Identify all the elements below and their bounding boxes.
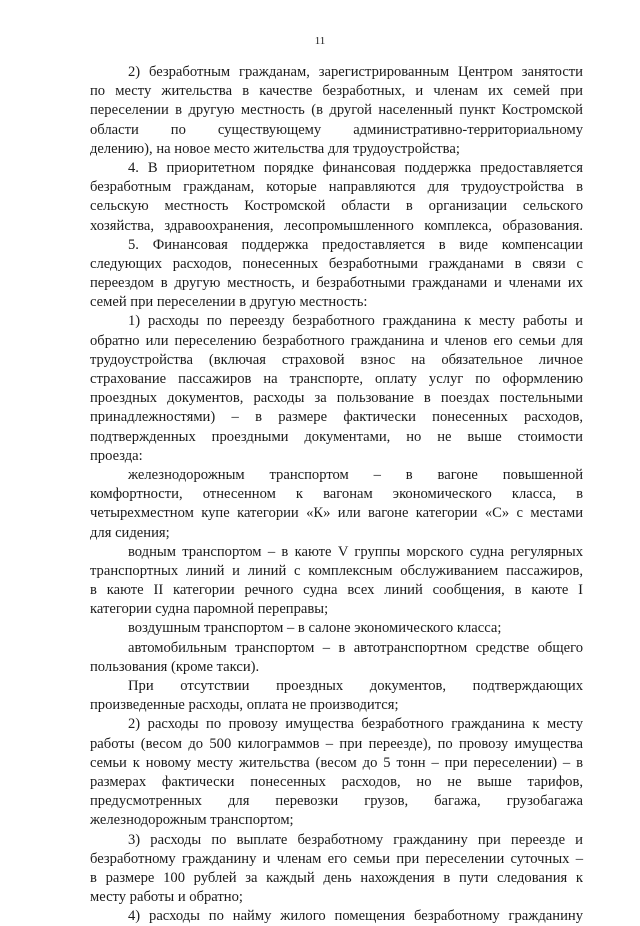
text-line: комфортности, отнесенном к вагонам экономического класса, в bbox=[90, 486, 583, 503]
text-line: пользования (кроме такси). bbox=[90, 658, 260, 675]
text-line: 4. В приоритетном порядке финансовая поддержка предоставляется bbox=[128, 159, 583, 176]
text-line: безработным гражданам, которые направляются для трудоустройства в bbox=[90, 179, 583, 196]
text-line: принадлежностями) – в размере фактически понесенных расходов, bbox=[90, 409, 583, 426]
text-line: произведенные расходы, оплата не производится; bbox=[90, 697, 399, 714]
text-line: При отсутствии проездных документов, подтверждающих bbox=[128, 678, 583, 694]
text-line: обратно или переселению безработного гражданина и членов его семьи для bbox=[90, 332, 583, 349]
text-line: для сидения; bbox=[90, 524, 170, 541]
text-line: по месту жительства в качестве безработных, и членам их семей при bbox=[90, 83, 583, 100]
text-line: в размере 100 рублей за каждый день нахождения в пути следования к bbox=[90, 869, 583, 886]
text-line: делению), на новое место жительства для трудоустройства; bbox=[90, 140, 460, 157]
text-line: 4) расходы по найму жилого помещения безработному гражданину bbox=[128, 908, 583, 925]
text-line: проезда: bbox=[90, 447, 143, 464]
text-line: предусмотренных для перевозки грузов, багажа, грузобагажа bbox=[90, 793, 583, 810]
text-line: 2) безработным гражданам, зарегистрированным Центром занятости bbox=[128, 64, 583, 80]
text-line: области по существующему административно-территориальному bbox=[90, 121, 583, 138]
text-line: семей при переселении в другую местность: bbox=[90, 294, 368, 311]
text-line: переездом в другую местность, и безработными гражданами и членами их bbox=[90, 275, 583, 292]
text-line: четырехместном купе категории «К» или вагоне категории «С» с местами bbox=[90, 505, 583, 522]
text-line: в каюте II категории речного судна всех линий сообщения, в каюте I bbox=[90, 582, 583, 599]
text-line: железнодорожным транспортом – в вагоне повышенной bbox=[128, 466, 583, 483]
text-line: водным транспортом – в каюте V группы морского судна регулярных bbox=[128, 543, 583, 560]
text-line: 2) расходы по провозу имущества безработного гражданина к месту bbox=[128, 716, 583, 733]
text-line: подтвержденных проездными документами, но не выше стоимости bbox=[90, 428, 583, 445]
text-line: категории судна паромной переправы; bbox=[90, 601, 329, 618]
text-line: месту работы и обратно; bbox=[90, 889, 243, 906]
text-line: работы (весом до 500 килограммов – при переезде), по провозу имущества bbox=[90, 735, 583, 752]
text-line: следующих расходов, понесенных безработными гражданами в связи с bbox=[90, 255, 583, 272]
document-body bbox=[90, 63, 583, 926]
text-line: семьи к новому месту жительства (весом до 5 тонн – при переселении) – в bbox=[90, 754, 583, 771]
text-line: транспортных линий и линий с комплексным обслуживанием пассажиров, bbox=[90, 562, 583, 579]
text-line: проездных документов, расходы за пользование в поездах постельными bbox=[90, 390, 583, 407]
text-line: железнодорожным транспортом; bbox=[90, 812, 294, 829]
text-line: размерах фактически понесенных расходов, но не выше тарифов, bbox=[90, 773, 583, 790]
text-line: автомобильным транспортом – в автотранспортном средстве общего bbox=[128, 639, 583, 656]
text-line: 5. Финансовая поддержка предоставляется в виде компенсации bbox=[128, 236, 583, 253]
text-line: трудоустройства (включая страховой взнос на обязательное личное bbox=[90, 351, 583, 368]
text-line: 3) расходы по выплате безработному гражданину при переезде и bbox=[128, 831, 583, 848]
text-line: воздушным транспортом – в салоне экономического класса; bbox=[128, 620, 502, 637]
text-line: хозяйства, здравоохранения, лесопромышленного комплекса, образования. bbox=[90, 217, 583, 234]
page-number: 11 bbox=[314, 35, 326, 47]
text-line: переселении в другую местность (в другой населенный пункт Костромской bbox=[90, 102, 583, 119]
text-line: безработному гражданину и членам его семьи при переселении суточных – bbox=[90, 850, 583, 867]
text-line: 1) расходы по переезду безработного гражданина к месту работы и bbox=[128, 313, 583, 330]
text-line: страхование пассажиров на транспорте, оплату услуг по оформлению bbox=[90, 371, 583, 387]
text-line: сельскую местность Костромской области в организации сельского bbox=[90, 198, 583, 215]
